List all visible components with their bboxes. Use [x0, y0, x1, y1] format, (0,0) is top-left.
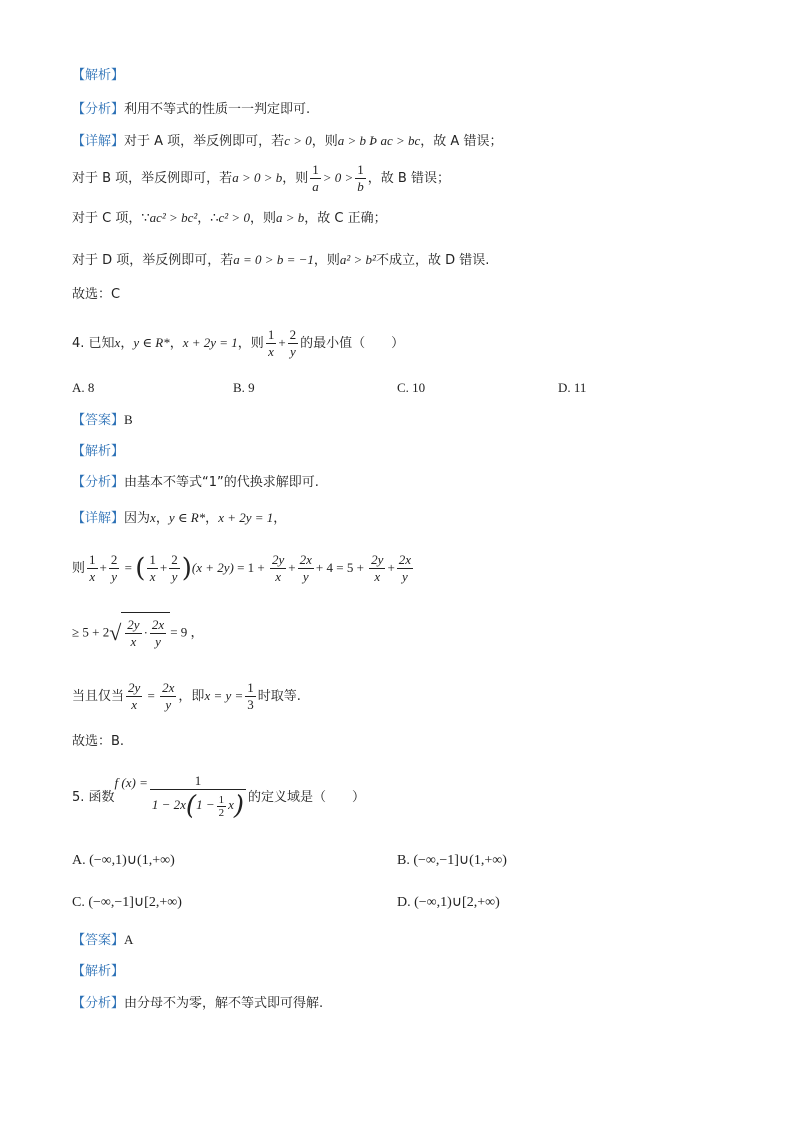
numerator: 2y — [272, 552, 285, 567]
tag-fenxi: 【分析】 — [72, 996, 125, 1011]
numerator: 2y — [128, 680, 141, 695]
detail-line-c — [72, 208, 387, 229]
denominator: x — [130, 634, 137, 649]
text: ，故 C 正确； — [304, 211, 387, 226]
text: ，则 — [282, 171, 309, 186]
text: 不成立，故 D 错误. — [375, 253, 490, 268]
numerator: 2x — [398, 552, 412, 567]
numerator: 1 — [150, 773, 246, 790]
denominator: y — [402, 569, 408, 584]
choice-line-3: 故选：C — [72, 287, 121, 302]
text: ，则 — [249, 211, 276, 226]
text: ， — [205, 511, 219, 526]
denominator: y — [155, 634, 161, 649]
section-label-analysis: 【解析】 — [72, 964, 125, 979]
detail-line-d — [72, 250, 489, 271]
fraction — [245, 680, 256, 713]
text: ，则 — [311, 134, 338, 149]
option-c: C. (−∞,−1]∪[2,+∞) — [72, 895, 182, 910]
detail-line-b — [72, 160, 450, 197]
numerator: 2x — [299, 552, 312, 567]
math: x — [150, 510, 156, 525]
denominator: x — [149, 569, 156, 584]
analysis-text: 利用不等式的性质一一判定即可. — [124, 102, 311, 117]
detail-line-a — [72, 131, 502, 152]
math: a² > b² — [339, 252, 376, 267]
paren-right: ) — [181, 553, 192, 584]
denominator: 2 — [218, 807, 225, 819]
plus: + — [387, 560, 395, 575]
fraction — [150, 617, 166, 650]
denominator: x — [374, 569, 381, 584]
text: 的定义域是（ ） — [248, 790, 366, 805]
text: ， — [155, 511, 169, 526]
fraction — [126, 680, 142, 713]
text: 对于 C 项，∵ — [72, 211, 150, 226]
fraction — [298, 552, 314, 585]
fraction — [355, 162, 366, 195]
fraction — [288, 327, 299, 360]
numerator: 1 — [357, 162, 364, 177]
answer-line-4 — [72, 410, 133, 431]
math: a = 0 > b = −1 — [233, 252, 314, 267]
math: > 0 > — [322, 170, 354, 185]
option-d: D. 11 — [558, 380, 587, 395]
math: a > b Þ ac > bc — [337, 133, 421, 148]
denominator: b — [357, 179, 364, 194]
denominator: a — [312, 179, 319, 194]
fraction — [169, 552, 180, 585]
option-d: D. (−∞,1)∪[2,+∞) — [397, 895, 500, 910]
text: ，则 — [237, 336, 264, 351]
denominator: y — [302, 569, 309, 584]
text: 当且仅当 — [72, 689, 125, 704]
option-c: C. 10 — [397, 380, 426, 395]
text: ， — [169, 336, 183, 351]
numerator: 2 — [171, 552, 178, 567]
dot: · — [143, 625, 148, 640]
answer-line-5 — [72, 930, 133, 951]
text: 4. 已知 — [72, 336, 115, 351]
choice-line-4: 故选：B. — [72, 734, 125, 749]
text: 的最小值（ ） — [300, 336, 405, 351]
tag-daan: 【答案】 — [72, 413, 125, 428]
paren-left: ( — [185, 791, 197, 822]
fraction — [270, 552, 286, 585]
numerator: 2 — [289, 327, 297, 342]
option-b: B. 9 — [233, 380, 255, 395]
option-a: A. 8 — [72, 380, 95, 395]
section-label-analysis: 【解析】 — [72, 444, 125, 459]
equation-line-3 — [72, 676, 301, 717]
numerator: 2y — [371, 552, 384, 567]
denominator — [150, 790, 246, 821]
equation-line-1 — [72, 548, 415, 589]
text: ，故 A 错误； — [420, 134, 503, 149]
fraction — [147, 552, 158, 585]
numerator: 1 — [267, 327, 275, 342]
math: + 4 = 5 + — [315, 560, 368, 575]
text: 时取等. — [257, 689, 301, 704]
text: ，则 — [313, 253, 340, 268]
text: ， — [120, 336, 134, 351]
math: a > 0 > b — [232, 170, 283, 185]
denominator: x — [89, 569, 96, 584]
math: x — [114, 335, 121, 350]
denominator: y — [111, 569, 117, 584]
numerator: 2y — [127, 617, 140, 632]
analysis-line — [72, 100, 310, 120]
fraction — [109, 552, 120, 585]
den-part: 1 − 2x — [151, 797, 186, 813]
math: = 1 + — [237, 560, 269, 575]
math: ≥ 5 + 2 — [72, 624, 110, 640]
text: 对于 A 项，举反例即可，若 — [124, 134, 285, 149]
fraction — [310, 162, 321, 195]
denominator: x — [268, 344, 274, 359]
analysis-line — [72, 994, 323, 1014]
math: x = y = — [204, 688, 244, 703]
math: a > b — [275, 210, 305, 225]
numerator: 1 — [312, 162, 319, 177]
text: 5. 函数 — [72, 790, 115, 805]
text: 因为 — [124, 511, 151, 526]
detail-line — [72, 508, 286, 529]
equals: = — [121, 560, 136, 575]
analysis-text: 由分母不为零，解不等式即可得解. — [124, 996, 324, 1011]
plus: + — [278, 335, 286, 350]
math: x + 2y = 1 — [182, 335, 238, 350]
fraction — [217, 794, 227, 819]
text: 对于 D 项，举反例即可，若 — [72, 253, 234, 268]
math: y ∈ R* — [133, 335, 170, 350]
den-part: 1 − — [196, 797, 215, 813]
denominator: x — [131, 697, 138, 712]
tag-fenxi: 【分析】 — [72, 102, 125, 117]
paren-left: ( — [135, 553, 146, 584]
denominator: y — [165, 697, 172, 712]
text: 则 — [72, 561, 86, 576]
denominator: y — [171, 569, 178, 584]
fraction — [369, 552, 385, 585]
fraction — [397, 552, 413, 585]
fraction — [87, 552, 98, 585]
section-label-analysis: 【解析】 — [72, 68, 125, 83]
sqrt-sign: √ — [109, 620, 122, 645]
plus: + — [288, 560, 296, 575]
answer-value: B — [124, 412, 133, 427]
math: ac² > bc² — [149, 210, 198, 225]
math: c > 0 — [284, 133, 312, 148]
plus: + — [159, 560, 168, 575]
question-4 — [72, 324, 404, 363]
text: ，故 B 错误； — [367, 171, 450, 186]
math: c² > 0 — [218, 210, 250, 225]
tag-xiangjie: 【详解】 — [72, 511, 125, 526]
option-a: A. (−∞,1)∪(1,+∞) — [72, 853, 175, 868]
fraction — [160, 680, 176, 713]
text: ，即 — [178, 689, 205, 704]
math: (x + 2y) — [191, 560, 238, 575]
math: f (x) = — [114, 775, 148, 790]
numerator: 2x — [151, 617, 165, 632]
den-part: x — [228, 797, 234, 813]
text: ， — [273, 511, 287, 526]
tag-fenxi: 【分析】 — [72, 475, 125, 490]
denominator: x — [275, 569, 282, 584]
math: x + 2y = 1 — [218, 510, 274, 525]
text: 对于 B 项，举反例即可，若 — [72, 171, 233, 186]
numerator: 1 — [247, 680, 254, 695]
tag-daan: 【答案】 — [72, 933, 125, 948]
text: ，∴ — [197, 211, 219, 226]
denominator: 3 — [247, 697, 254, 712]
math: = 9 ， — [170, 624, 204, 640]
numerator: 1 — [149, 552, 156, 567]
option-b: B. (−∞,−1]∪(1,+∞) — [397, 853, 507, 868]
paren-right: ) — [233, 791, 245, 822]
numerator: 1 — [89, 552, 96, 567]
analysis-line — [72, 473, 319, 493]
fraction — [266, 327, 277, 360]
numerator: 2x — [162, 680, 175, 695]
question-5 — [72, 772, 365, 824]
denominator: y — [290, 344, 296, 359]
numerator: 1 — [218, 794, 225, 806]
numerator: 2 — [110, 552, 118, 567]
radicand — [121, 612, 170, 654]
equation-line-2 — [72, 612, 204, 654]
analysis-text: 由基本不等式“1”的代换求解即可. — [124, 475, 319, 490]
fraction — [125, 617, 141, 650]
math: y ∈ R* — [168, 510, 206, 525]
plus: + — [99, 560, 107, 575]
answer-value: A — [124, 932, 134, 947]
tag-xiangjie: 【详解】 — [72, 134, 125, 149]
equals: = — [144, 688, 159, 703]
fraction — [150, 773, 246, 821]
